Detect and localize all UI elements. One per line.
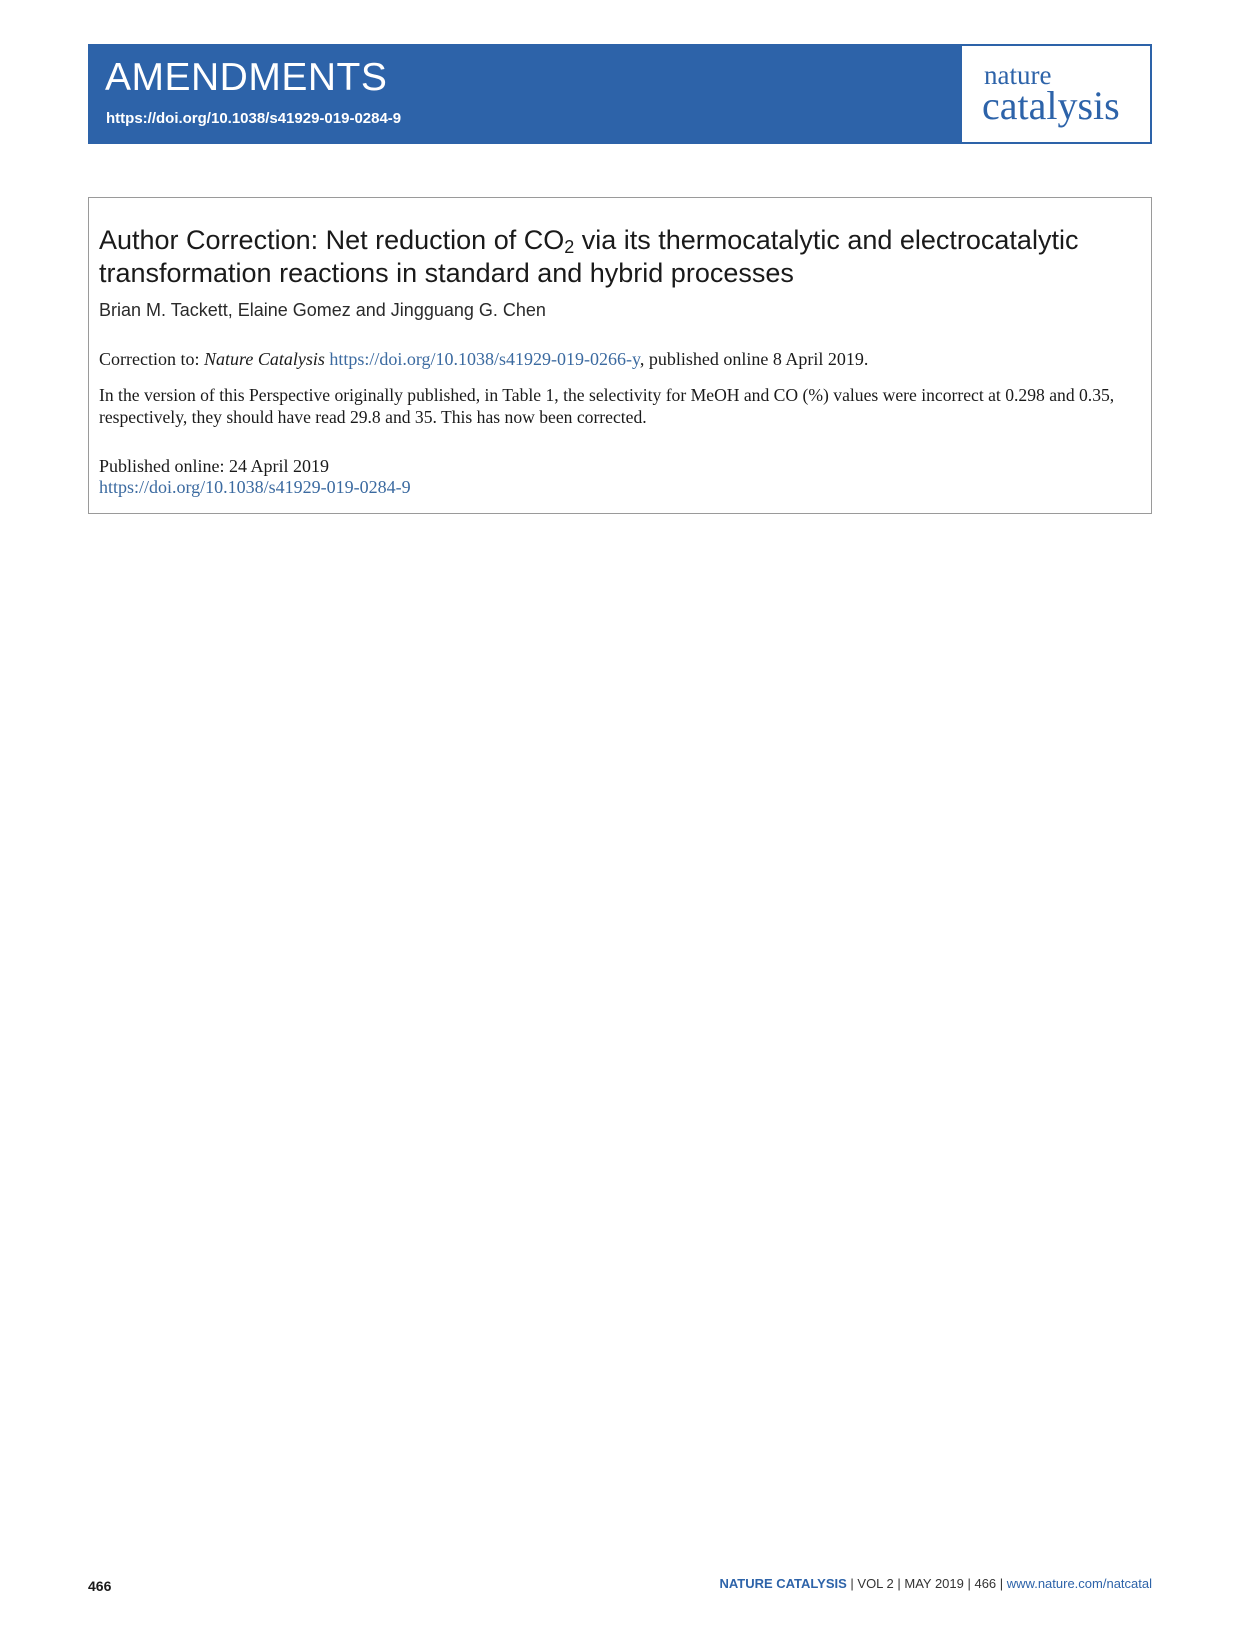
- correction-prefix: Correction to:: [99, 349, 204, 369]
- correction-reference: [99, 350, 1139, 368]
- correction-suffix: , published online 8 April 2019.: [639, 349, 869, 369]
- published-online-date: Published online: 24 April 2019: [99, 456, 330, 476]
- logo-catalysis-text: catalysis: [982, 83, 1120, 128]
- page-number: 466: [88, 1578, 112, 1594]
- article-title-subscript: 2: [564, 237, 575, 257]
- correction-doi-link[interactable]: https://doi.org/10.1038/s41929-019-0266-y: [329, 349, 640, 369]
- footer-url-link[interactable]: www.nature.com/natcatal: [1006, 1576, 1152, 1591]
- article-title-part2: via its thermocatalytic and electrocatalytic transformation reactions in standard and hybrid processes: [99, 225, 1079, 288]
- footer-details: | VOL 2 | MAY 2019 | 466 |: [846, 1576, 1007, 1591]
- header-bar: [88, 44, 1152, 144]
- article-box: [88, 197, 1152, 514]
- footer-journal-info: [719, 1576, 1152, 1591]
- header-doi-link[interactable]: https://doi.org/10.1038/s41929-019-0284-9: [106, 110, 402, 127]
- article-title: [99, 224, 1139, 290]
- published-doi-link[interactable]: https://doi.org/10.1038/s41929-019-0284-9: [99, 477, 411, 497]
- footer-journal-name: NATURE CATALYSIS: [719, 1576, 847, 1591]
- section-title: AMENDMENTS: [105, 56, 388, 99]
- correction-journal: Nature Catalysis: [203, 349, 325, 369]
- logo-nature-text: nature: [984, 60, 1052, 90]
- journal-logo[interactable]: [962, 46, 1150, 142]
- article-title-part1: Author Correction: Net reduction of CO: [99, 225, 565, 255]
- correction-body: In the version of this Perspective originally published, in Table 1, the selectivity for MeOH and CO (%) values were incorrect at 0.298 and 0.35, respectively, they should have read 29.8 and 35. This has now been corrected.: [99, 385, 1115, 427]
- author-list: Brian M. Tackett, Elaine Gomez and Jingguang G. Chen: [99, 300, 546, 320]
